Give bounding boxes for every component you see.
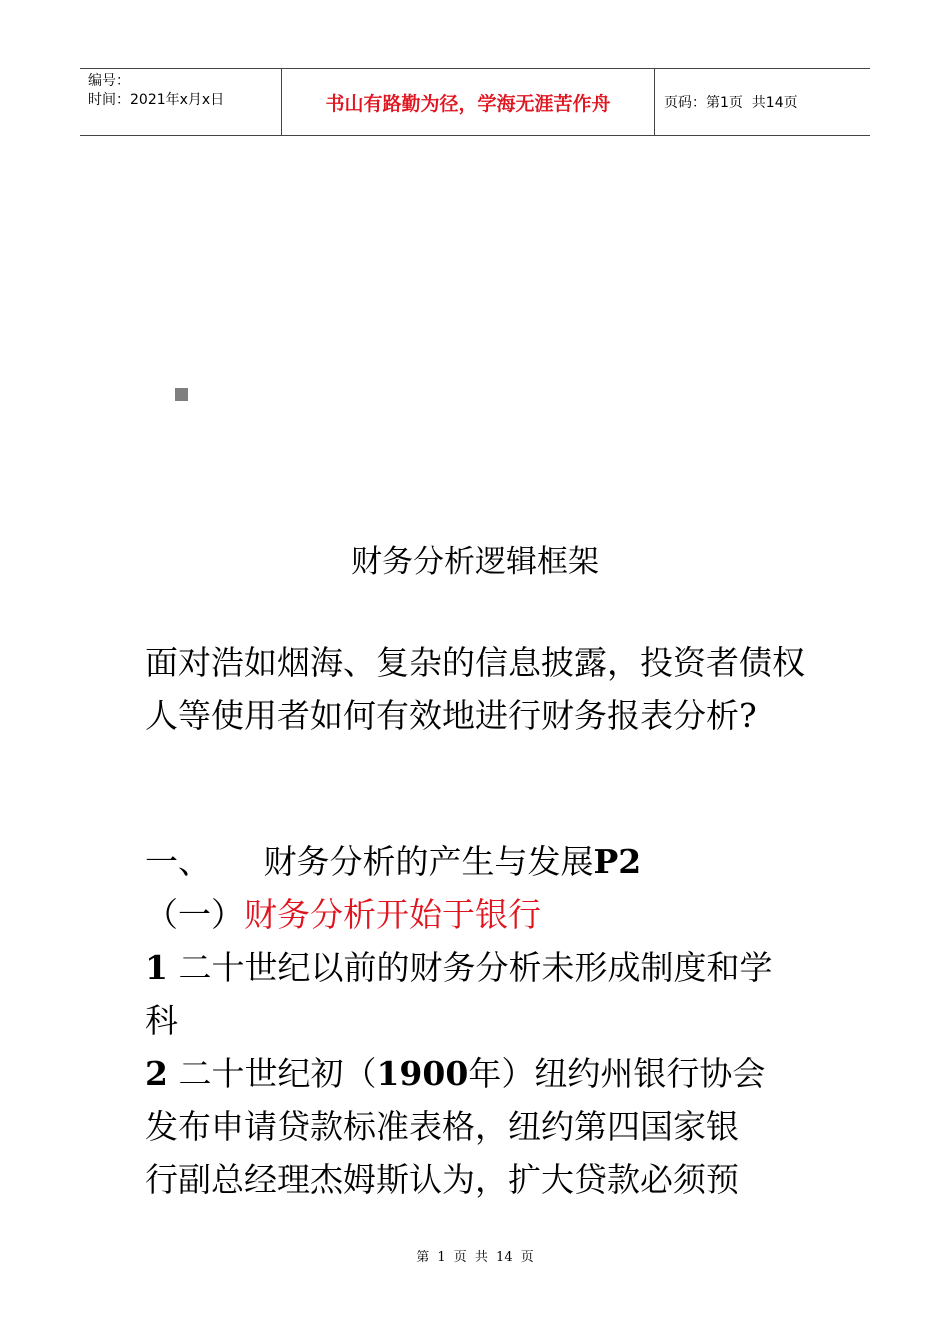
item-2-number: 2 <box>145 1054 168 1093</box>
item-1-number: 1 <box>145 948 168 987</box>
header-meta <box>80 69 282 135</box>
section-heading-text: 财务分析的产生与发展 <box>263 842 594 881</box>
item-2-text-a: 二十世纪初（ <box>178 1054 377 1093</box>
page-info-text: 页码：第1页 共14页 <box>664 95 798 111</box>
item-1-text: 二十世纪以前的财务分析未形成制度和学 <box>178 948 773 987</box>
item-2 <box>145 1047 825 1100</box>
document-header <box>80 68 870 136</box>
section-heading <box>145 835 825 888</box>
document-title: 财务分析逻辑框架 <box>351 544 599 580</box>
item-1-continued: 科 <box>145 1001 178 1040</box>
item-2-line-3: 行副总经理杰姆斯认为，扩大贷款必须预 <box>145 1160 739 1199</box>
item-2-year: 1900 <box>376 1054 469 1093</box>
subsection-heading <box>145 888 825 941</box>
square-bullet-icon <box>175 388 188 401</box>
section-page-ref: P2 <box>593 842 642 881</box>
section-number: 一、 <box>145 842 211 881</box>
subsection-prefix: （一） <box>145 895 244 934</box>
header-page-info <box>655 69 870 135</box>
item-2-line-2: 发布申请贷款标准表格，纽约第四国家银 <box>145 1107 739 1146</box>
item-2-text-b: 年）纽约州银行协会 <box>468 1054 766 1093</box>
header-motto: 书山有路勤为径，学海无涯苦作舟 <box>282 69 655 135</box>
item-1 <box>145 941 825 994</box>
intro-paragraph: 面对浩如烟海、复杂的信息披露，投资者债权人等使用者如何有效地进行财务报表分析? <box>145 643 805 735</box>
serial-label: 编号： <box>88 73 130 89</box>
time-label: 时间：2021年x月x日 <box>88 92 225 108</box>
section-content <box>145 835 825 1206</box>
subsection-title: 财务分析开始于银行 <box>244 895 541 934</box>
page-footer: 第 1 页 共 14 页 <box>416 1250 534 1265</box>
